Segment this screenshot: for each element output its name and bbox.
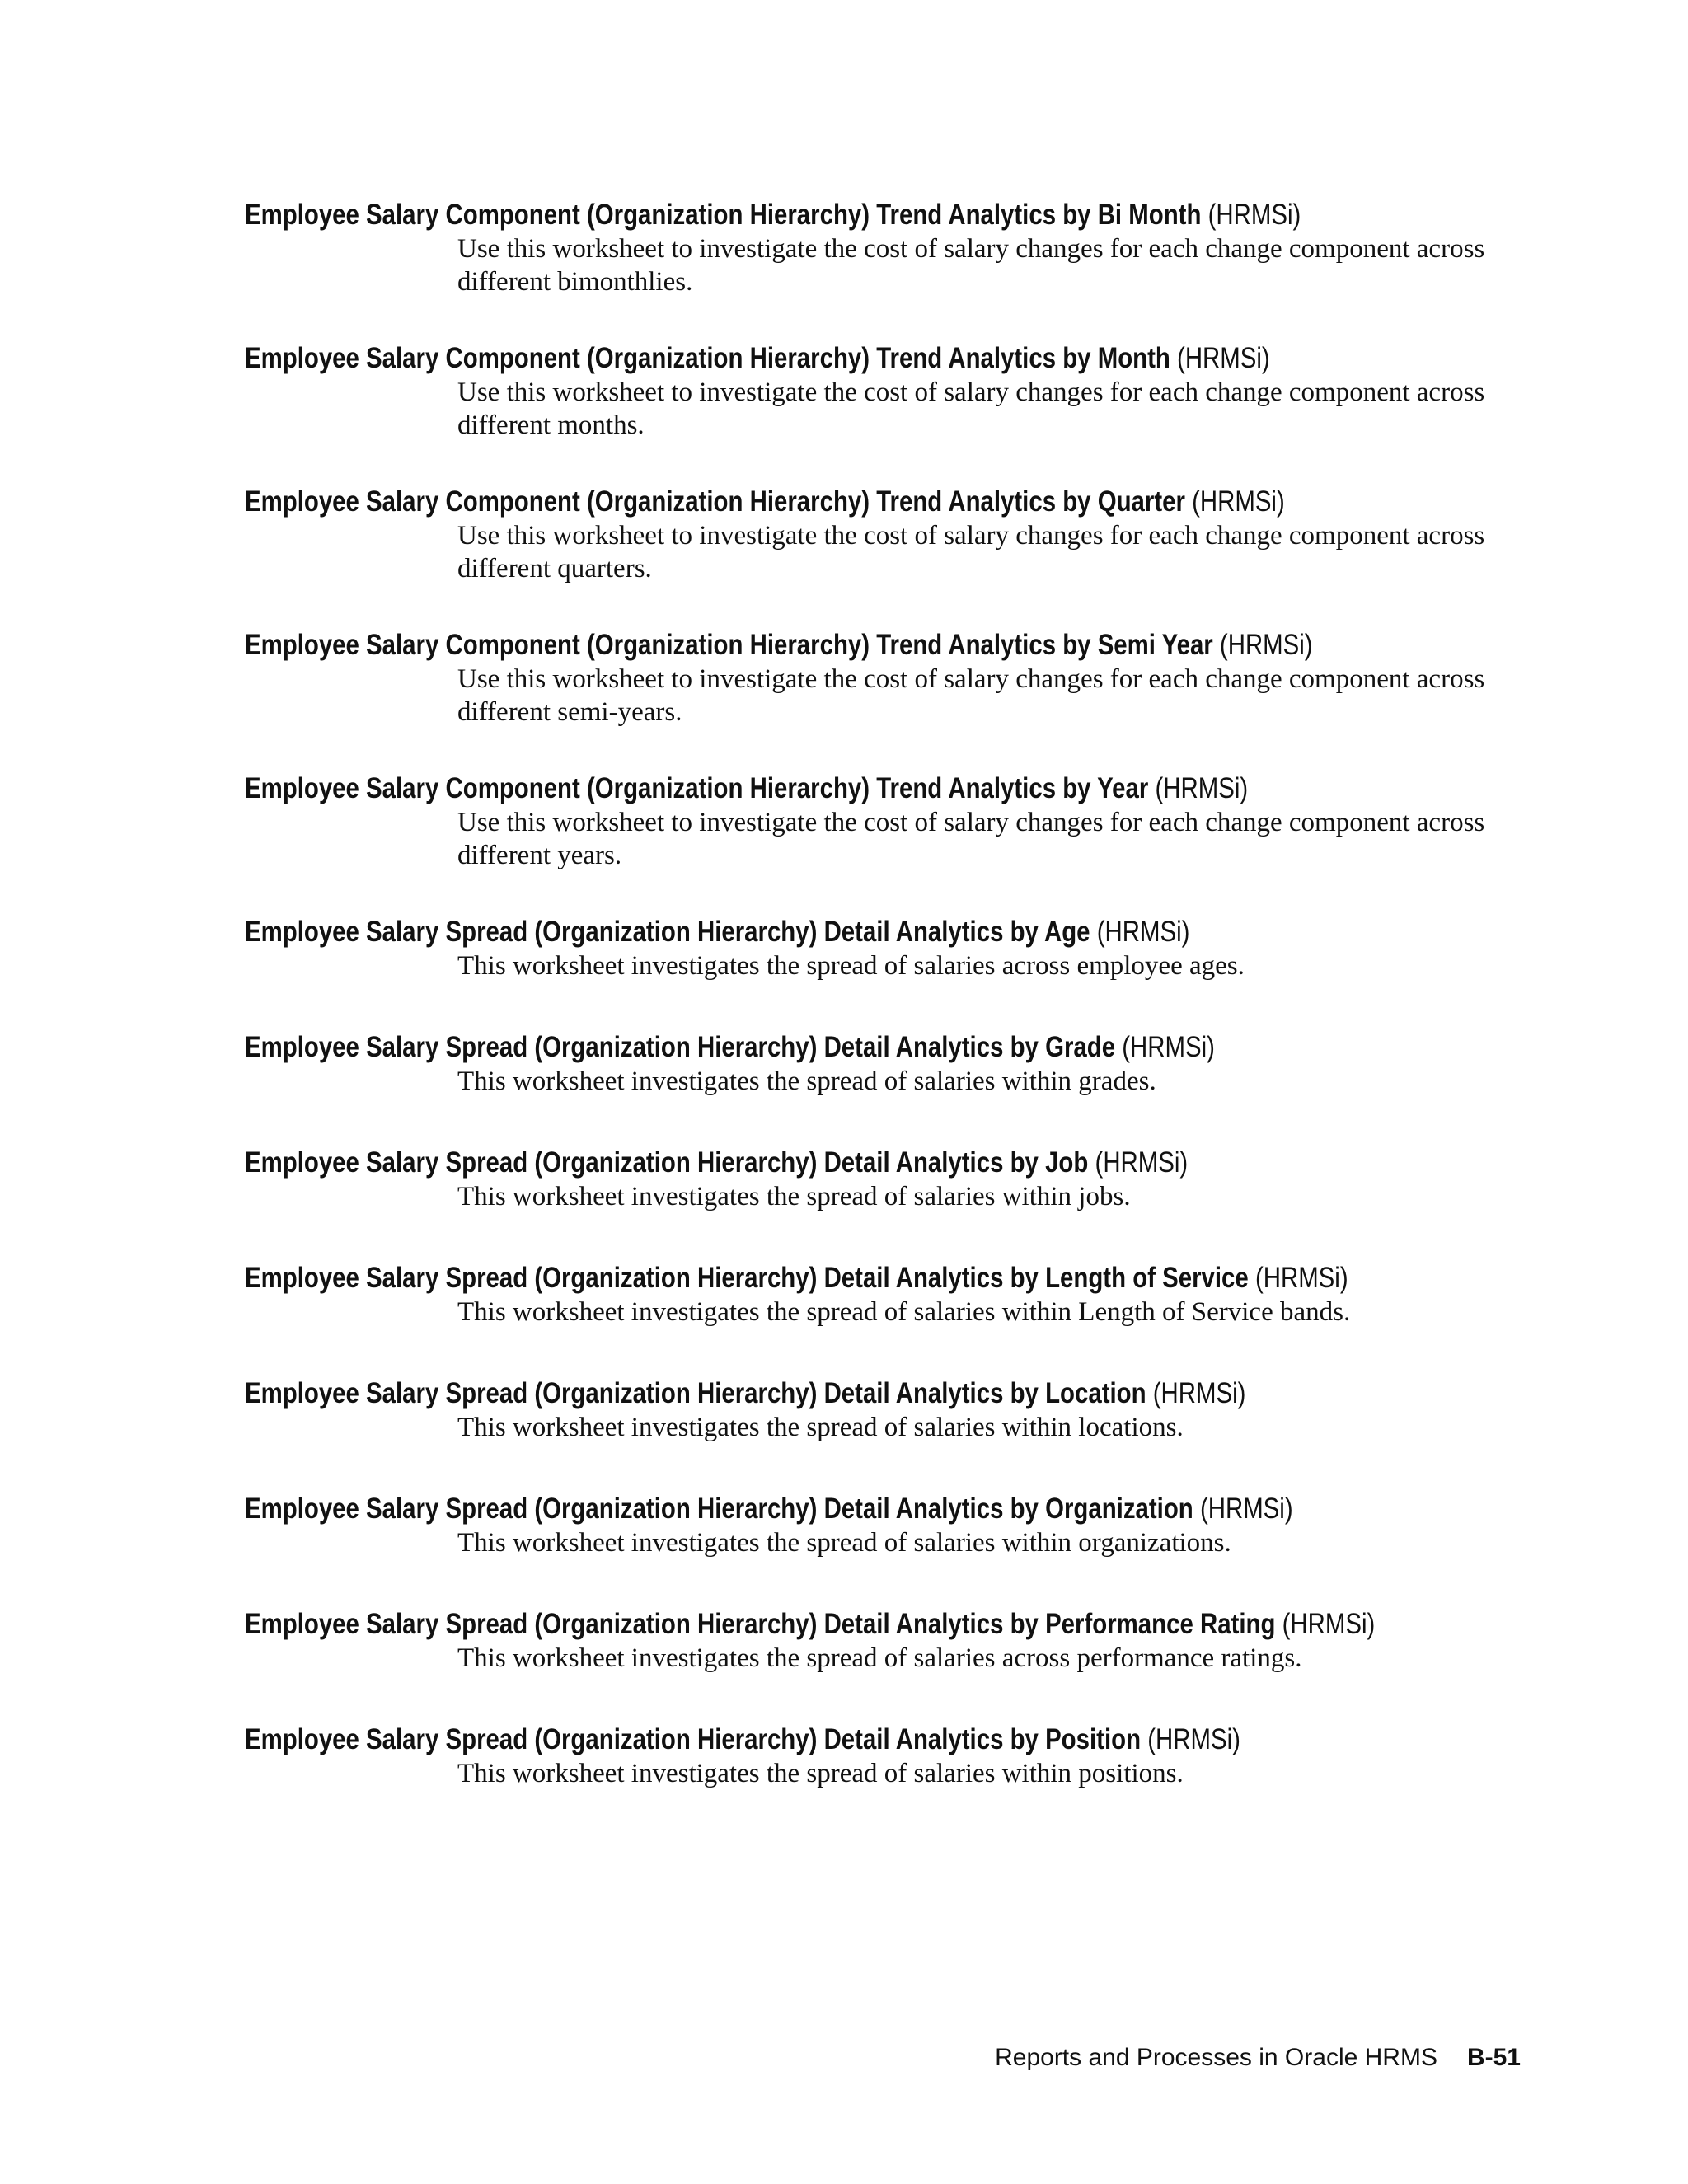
entry-title [245, 1722, 1325, 1757]
entry-title-suffix: (HRMSi) [1122, 1031, 1215, 1063]
entry-description: Use this worksheet to investigate the cost of salary changes for each change component across different bimonthlies. [457, 234, 1485, 297]
page-footer [995, 2041, 1521, 2074]
entry-description: Use this worksheet to investigate the cost of salary changes for each change component across different semi-years. [457, 664, 1485, 727]
entry-title-text: Employee Salary Spread (Organization Hierarchy) Detail Analytics by Organization [245, 1493, 1193, 1525]
entry-title-suffix: (HRMSi) [1152, 1377, 1246, 1409]
worksheet-entry [245, 628, 1531, 729]
worksheet-entry [245, 485, 1531, 585]
footer-section-title: Reports and Processes in Oracle HRMS [995, 2044, 1437, 2071]
entry-title [245, 1261, 1348, 1296]
entry-title-suffix: (HRMSi) [1155, 772, 1249, 804]
entry-description: This worksheet investigates the spread of salaries within Length of Service bands. [457, 1297, 1351, 1327]
worksheet-entry [245, 1261, 1531, 1329]
entry-title-text: Employee Salary Component (Organization Hierarchy) Trend Analytics by Year [245, 772, 1149, 804]
entry-title [245, 1607, 1376, 1642]
worksheet-entry [245, 1722, 1531, 1790]
entry-description: Use this worksheet to investigate the cost of salary changes for each change component across different months. [457, 377, 1485, 440]
entry-title-text: Employee Salary Component (Organization Hierarchy) Trend Analytics by Bi Month [245, 199, 1202, 231]
entry-description: This worksheet investigates the spread of salaries across employee ages. [457, 951, 1245, 981]
entry-description: This worksheet investigates the spread of salaries within positions. [457, 1759, 1184, 1788]
entry-title [245, 1376, 1325, 1411]
entry-title-text: Employee Salary Component (Organization Hierarchy) Trend Analytics by Month [245, 342, 1170, 374]
worksheet-entry [245, 915, 1531, 982]
entry-description: This worksheet investigates the spread of salaries within locations. [457, 1413, 1184, 1442]
entry-title [245, 1492, 1325, 1526]
entry-title [245, 1146, 1325, 1180]
worksheet-entry [245, 1030, 1531, 1098]
entry-description: This worksheet investigates the spread of salaries within jobs. [457, 1182, 1131, 1212]
entry-title [245, 198, 1325, 232]
entry-title-suffix: (HRMSi) [1177, 342, 1270, 374]
entry-title-suffix: (HRMSi) [1282, 1608, 1376, 1640]
entry-title-text: Employee Salary Spread (Organization Hierarchy) Detail Analytics by Location [245, 1377, 1146, 1409]
entry-title-suffix: (HRMSi) [1192, 485, 1285, 518]
entry-title [245, 1030, 1325, 1065]
worksheet-entry [245, 1376, 1531, 1444]
entry-title-suffix: (HRMSi) [1219, 629, 1313, 661]
worksheet-entry [245, 1607, 1531, 1675]
entry-description: Use this worksheet to investigate the cost of salary changes for each change component across different years. [457, 808, 1485, 870]
entry-description: This worksheet investigates the spread of salaries within organizations. [457, 1528, 1231, 1558]
entry-title [245, 341, 1325, 376]
worksheet-entry [245, 341, 1531, 442]
entry-title-text: Employee Salary Component (Organization Hierarchy) Trend Analytics by Semi Year [245, 629, 1213, 661]
entry-title-suffix: (HRMSi) [1254, 1262, 1348, 1294]
entry-title [245, 915, 1325, 949]
entry-title-suffix: (HRMSi) [1147, 1723, 1240, 1755]
entry-title-suffix: (HRMSi) [1095, 1146, 1189, 1179]
entry-title [245, 485, 1325, 519]
entry-description: This worksheet investigates the spread of salaries within grades. [457, 1066, 1156, 1096]
entry-title-text: Employee Salary Spread (Organization Hierarchy) Detail Analytics by Performance Rating [245, 1608, 1276, 1640]
entry-title-suffix: (HRMSi) [1207, 199, 1301, 231]
entry-title [245, 628, 1325, 663]
page-number: B-51 [1466, 2044, 1521, 2071]
entry-description: Use this worksheet to investigate the cost of salary changes for each change component across different quarters. [457, 521, 1485, 583]
entry-title-text: Employee Salary Spread (Organization Hierarchy) Detail Analytics by Grade [245, 1031, 1116, 1063]
worksheet-entry [245, 771, 1531, 872]
entry-description: This worksheet investigates the spread of salaries across performance ratings. [457, 1643, 1302, 1673]
entry-title-text: Employee Salary Spread (Organization Hierarchy) Detail Analytics by Length of Service [245, 1262, 1249, 1294]
worksheet-entry [245, 198, 1531, 298]
entry-title-text: Employee Salary Spread (Organization Hierarchy) Detail Analytics by Job [245, 1146, 1089, 1179]
entry-title-suffix: (HRMSi) [1199, 1493, 1293, 1525]
entry-title-suffix: (HRMSi) [1096, 916, 1190, 948]
worksheet-entry [245, 1146, 1531, 1213]
entry-title [245, 771, 1325, 806]
entry-title-text: Employee Salary Component (Organization Hierarchy) Trend Analytics by Quarter [245, 485, 1185, 518]
worksheet-entry [245, 1492, 1531, 1559]
entry-title-text: Employee Salary Spread (Organization Hierarchy) Detail Analytics by Age [245, 916, 1090, 948]
entry-title-text: Employee Salary Spread (Organization Hierarchy) Detail Analytics by Position [245, 1723, 1142, 1755]
worksheet-list [245, 198, 1531, 1838]
